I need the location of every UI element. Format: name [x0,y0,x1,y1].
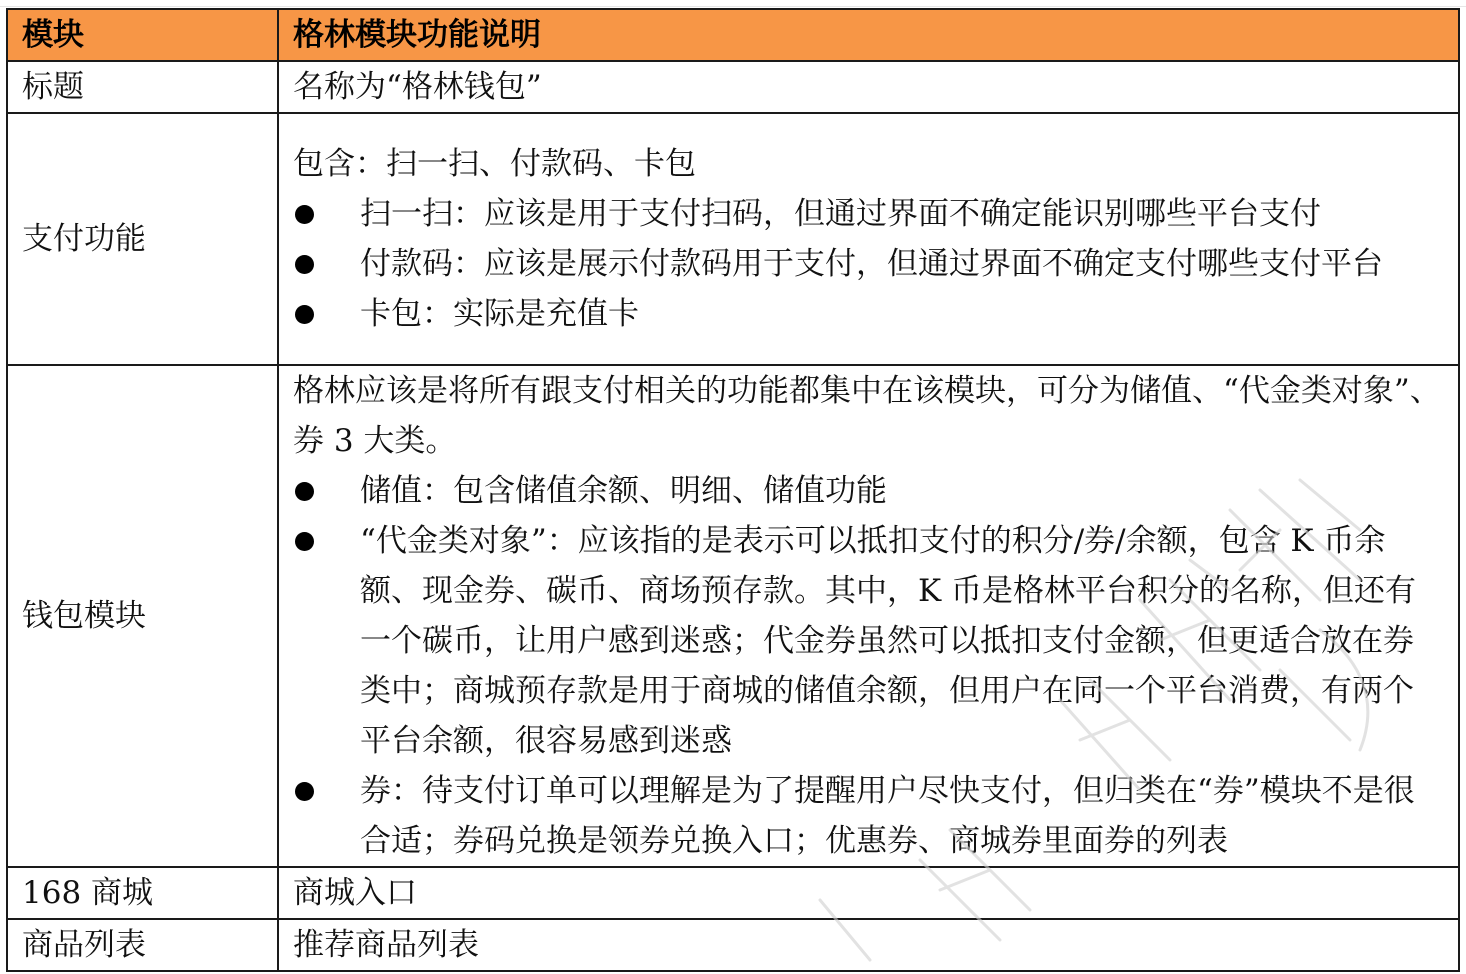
module-cell: 标题 [7,61,278,113]
bullet-icon [295,305,314,324]
description-cell: 商城入口 [278,867,1459,919]
description-intro: 包含：扫一扫、付款码、卡包 [293,146,696,182]
list-item [293,766,1444,866]
table-header-row [7,9,1459,61]
list-item-text: 券：待支付订单可以理解是为了提醒用户尽快支付，但归类在“券”模块不是很合适；券码兑换是领券兑换入口；优惠券、商城券里面券的列表 [360,773,1415,859]
list-item-text: 付款码：应该是展示付款码用于支付，但通过界面不确定支付哪些支付平台 [360,246,1383,282]
bullet-icon [295,255,314,274]
list-item-text: 扫一扫：应该是用于支付扫码，但通过界面不确定能识别哪些平台支付 [360,196,1321,232]
bullet-list [293,189,1444,339]
list-item [293,189,1444,239]
table-row [7,61,1459,113]
list-item [293,516,1444,766]
bullet-list [293,466,1444,866]
table-row [7,867,1459,919]
table-row [7,919,1459,971]
bullet-icon [295,782,314,801]
list-item [293,466,1444,516]
top-rule [0,6,1466,7]
description-intro: 格林应该是将所有跟支付相关的功能都集中在该模块，可分为储值、“代金类对象”、券 3 大类。 [293,373,1441,459]
module-spec-table [6,8,1460,972]
list-item-text: 储值：包含储值余额、明细、储值功能 [360,473,887,509]
header-module: 模块 [7,9,278,61]
table-row [7,365,1459,867]
bullet-icon [295,532,314,551]
module-cell: 支付功能 [7,113,278,365]
description-cell [278,113,1459,365]
module-cell: 商品列表 [7,919,278,971]
list-item-text: 卡包：实际是充值卡 [360,296,639,332]
description-cell: 推荐商品列表 [278,919,1459,971]
description-cell: 名称为“格林钱包” [278,61,1459,113]
module-cell: 钱包模块 [7,365,278,867]
list-item-text: “代金类对象”：应该指的是表示可以抵扣支付的积分/券/余额，包含 K 币余额、现金券、碳币、商场预存款。其中，K 币是格林平台积分的名称，但还有一个碳币，让用户感到迷惑；代金券虽然可以抵扣支付金额，但更适合放在券类中；商城预存款是用于商城的储值余额，但用户在同一个平台消费，有两个平台余额，很容易感到迷惑 [360,523,1417,759]
bullet-icon [295,205,314,224]
table-row [7,113,1459,365]
list-item [293,239,1444,289]
module-cell: 168 商城 [7,867,278,919]
description-cell [278,365,1459,867]
bullet-icon [295,482,314,501]
list-item [293,289,1444,339]
header-description: 格林模块功能说明 [278,9,1459,61]
